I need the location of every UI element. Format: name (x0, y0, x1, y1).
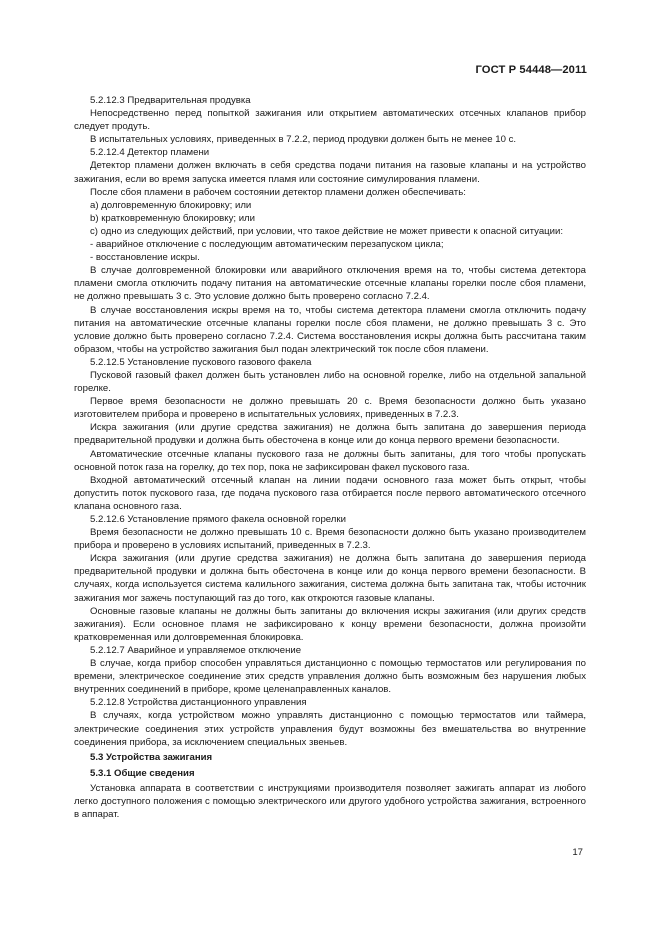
paragraph: Первое время безопасности не должно превышать 20 с. Время безопасности должно быть указано изготовителем прибора и проверено в испытательных условиях, приведенных в 7.2.3. (74, 396, 586, 421)
paragraph: В испытательных условиях, приведенных в 7.2.2, период продувки должен быть не менее 10 с. (90, 134, 517, 146)
paragraph: Искра зажигания (или другие средства зажигания) не должна быть запитана до завершения периода предварительной продувки и должна быть обесточена в конце или до конца первого времени безопасности. (74, 422, 586, 447)
document-id: ГОСТ Р 54448—2011 (475, 64, 587, 76)
paragraph: В случае восстановления искры время на то, чтобы система детектора пламени смогла отключить подачу питания на автоматические отсечные клапаны горелки после сбоя пламени, не должно превышать 3 с. Это условие должно быть проверено согласно 7.2.4. Система восстановления искры должна быть рассчитана таким образом, чтобы на устройство зажигания был подан электрический ток после сбоя пламени. (74, 304, 586, 355)
paragraph: Основные газовые клапаны не должны быть запитаны до включения искры зажигания (или других средств зажигания). Если основное пламя не зафиксировано к концу времени безопасности, должна произойти кратковременная или долговременная блокировка. (74, 605, 586, 643)
paragraph: В случае, когда прибор способен управляться дистанционно с помощью термостатов или регулирования по времени, электрическое соединение этих средств управления должно быть возможным без нарушения любых внутренних соединений в приборе, кроме целенаправленных каналов. (74, 658, 586, 696)
clause-heading-5-2-12-6: 5.2.12.6 Установление прямого факела основной горелки (90, 514, 346, 525)
paragraph: Пусковой газовый факел должен быть установлен либо на основной горелке, либо на отдельной запальной горелке. (74, 369, 586, 395)
section-heading-5-3-1: 5.3.1 Общие сведения (90, 767, 195, 779)
paragraph: Автоматические отсечные клапаны пускового газа не должны быть запитаны, для того чтобы пропускать основной поток газа на горелку, до тех пор, пока не зафиксирован факел пускового газа. (74, 448, 586, 473)
page-body (74, 94, 586, 821)
section-heading-5-3: 5.3 Устройства зажигания (90, 751, 213, 763)
paragraph: Время безопасности не должно превышать 10 с. Время безопасности должно быть указано производителем прибора и проверено в условиях испытаний, приведенных в 7.2.3. (74, 527, 586, 552)
dash-item: - аварийное отключение с последующим автоматическим перезапуском цикла; (90, 239, 444, 251)
paragraph: Детектор пламени должен включать в себя средства подачи питания на газовые клапаны и на устройство зажигания, если во время запуска имеется пламя или состояние симулирования пламени. (74, 160, 586, 185)
paragraph: Искра зажигания (или другие средства зажигания) не должна быть запитана до завершения периода предварительной продувки и должна быть обесточена в конце или до конца первого времени безопасности. В случаях, когда используется система калильного зажигания, система должна быть запитана так, чтобы источник зажигания мог зажечь поступающий газ до того, как откроются газовые клапаны. (74, 553, 586, 604)
page-number: 17 (572, 847, 583, 858)
list-item-c: c) одно из следующих действий, при условии, что такое действие не может привести к опасной ситуации: (90, 225, 564, 237)
paragraph: Установка аппарата в соответствии с инструкциями производителя позволяет зажигать аппарат из любого легко доступного положения с помощью электрического или другого удобного устройства зажигания, встроенного в аппарат. (74, 782, 586, 821)
clause-heading-5-2-12-3: 5.2.12.3 Предварительная продувка (90, 95, 251, 106)
paragraph: В случае долговременной блокировки или аварийного отключения время на то, чтобы система детектора пламени смогла отключить подачу питания на автоматические отсечные клапаны горелки после сбоя пламени, не должно превышать 3 с. Это условие должно быть проверено согласно 7.2.4. (74, 265, 586, 303)
list-item-a: a) долговременную блокировку; или (90, 199, 252, 211)
clause-heading-5-2-12-4: 5.2.12.4 Детектор пламени (90, 147, 210, 159)
paragraph: После сбоя пламени в рабочем состоянии детектор пламени должен обеспечивать: (90, 186, 466, 198)
dash-item: - восстановление искры. (90, 252, 200, 264)
paragraph: Входной автоматический отсечный клапан на линии подачи основного газа может быть открыт, чтобы допустить поток пускового газа, где подача пускового газа отбирается после первого автоматического отсечного клапана основного газа. (74, 474, 586, 512)
paragraph: Непосредственно перед попыткой зажигания или открытием автоматических отсечных клапанов прибор следует продуть. (74, 108, 586, 133)
clause-heading-5-2-12-5: 5.2.12.5 Установление пускового газового факела (90, 356, 312, 368)
clause-heading-5-2-12-7: 5.2.12.7 Аварийное и управляемое отключение (90, 644, 302, 656)
paragraph: В случаях, когда устройством можно управлять дистанционно с помощью термостатов или таймера, электрические соединения этих устройств управления будут возможны без вмешательства во внутренние соединения прибора, за исключением специальных звеньев. (74, 710, 586, 748)
clause-heading-5-2-12-8: 5.2.12.8 Устройства дистанционного управления (90, 697, 307, 709)
list-item-b: b) кратковременную блокировку; или (90, 212, 256, 224)
